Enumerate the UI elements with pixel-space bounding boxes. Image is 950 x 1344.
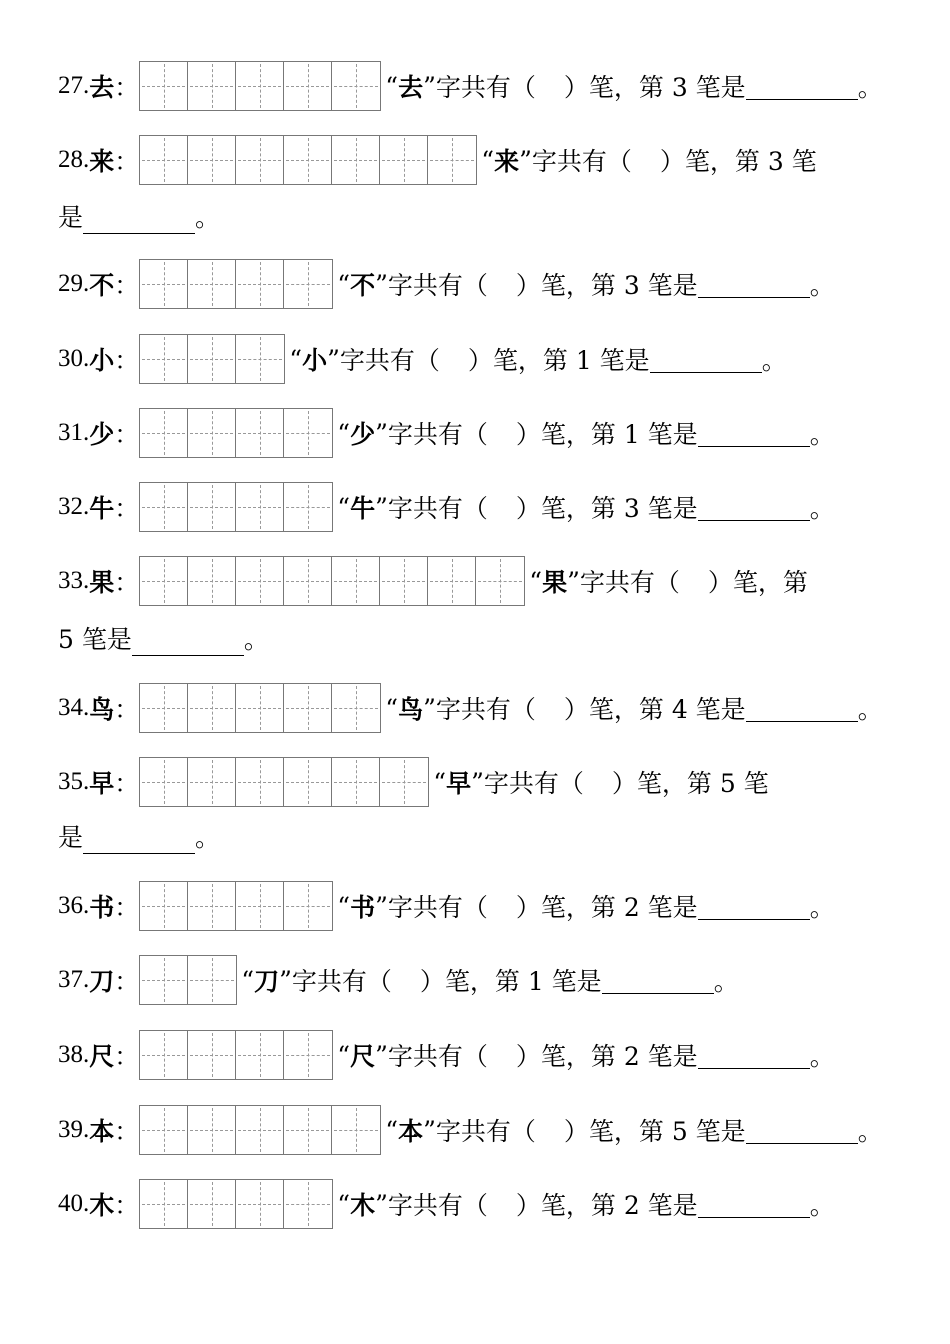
- tianzige-cell[interactable]: [236, 483, 284, 531]
- exercise-row: [58, 1178, 835, 1230]
- tianzige-cell[interactable]: [284, 1180, 332, 1228]
- question-text: 字共有（: [387, 494, 488, 523]
- tianzige-cell[interactable]: [188, 62, 236, 110]
- exercise-row: [58, 555, 808, 607]
- colon: ：: [114, 695, 140, 724]
- continued-line: [58, 620, 269, 656]
- quoted-character: 鸟: [398, 695, 424, 724]
- colon: ：: [114, 147, 140, 176]
- target-character: 木: [89, 1191, 115, 1220]
- question-text: 字共有（: [483, 769, 584, 798]
- left-quote: “: [337, 1189, 351, 1219]
- exercise-number: 35.: [58, 768, 90, 795]
- tianzige-cell[interactable]: [236, 409, 284, 457]
- question-text-2: ）笔，第 5 笔是: [563, 1117, 746, 1146]
- question-text: 字共有（: [387, 1191, 488, 1220]
- continued-line: [58, 198, 220, 234]
- left-quote: “: [529, 566, 543, 596]
- exercise-number: 40.: [58, 1190, 90, 1217]
- exercise-row: [58, 880, 835, 932]
- stroke-grid[interactable]: [139, 482, 333, 532]
- exercise-row: [58, 333, 787, 385]
- end-mark: 。: [857, 73, 883, 102]
- target-character: 鸟: [89, 695, 115, 724]
- tianzige-cell[interactable]: [380, 758, 428, 806]
- tianzige-cell[interactable]: [332, 136, 380, 184]
- tianzige-cell[interactable]: [284, 260, 332, 308]
- exercise-number: 34.: [58, 694, 90, 721]
- left-quote: “: [289, 344, 303, 374]
- exercise-row: [58, 60, 883, 112]
- right-quote: ”: [375, 418, 388, 448]
- exercise-number: 27.: [58, 72, 90, 99]
- quoted-character: 早: [446, 769, 472, 798]
- answer-blank[interactable]: [698, 1042, 810, 1069]
- exercise-row: [58, 682, 883, 734]
- tianzige-cell[interactable]: [380, 136, 428, 184]
- tianzige-cell[interactable]: [140, 335, 188, 383]
- question-text: 字共有（: [531, 147, 632, 176]
- left-quote: “: [385, 693, 399, 723]
- exercise-row: [58, 481, 835, 533]
- tianzige-cell[interactable]: [188, 483, 236, 531]
- question-text-2: ）笔，第 4 笔是: [563, 695, 746, 724]
- left-quote: “: [337, 1040, 351, 1070]
- question-text-2: ）笔，第 2 笔是: [515, 1042, 698, 1071]
- tianzige-cell[interactable]: [140, 1031, 188, 1079]
- answer-blank[interactable]: [83, 827, 195, 854]
- question-text-2: ）笔，第 2 笔是: [515, 893, 698, 922]
- exercise-number: 38.: [58, 1041, 90, 1068]
- answer-blank[interactable]: [698, 420, 810, 447]
- exercise-row: [58, 134, 817, 186]
- exercise-row: [58, 1104, 883, 1156]
- end-mark: 。: [809, 1191, 835, 1220]
- tianzige-cell[interactable]: [140, 1106, 188, 1154]
- tianzige-cell[interactable]: [188, 136, 236, 184]
- colon: ：: [114, 1117, 140, 1146]
- tianzige-cell[interactable]: [140, 684, 188, 732]
- tianzige-cell[interactable]: [188, 260, 236, 308]
- question-text: 字共有（: [387, 1042, 488, 1071]
- quoted-character: 去: [398, 73, 424, 102]
- target-character: 来: [89, 147, 115, 176]
- tianzige-cell[interactable]: [188, 335, 236, 383]
- target-character: 牛: [89, 494, 115, 523]
- right-quote: ”: [423, 693, 436, 723]
- left-quote: “: [337, 418, 351, 448]
- stroke-grid[interactable]: [139, 1179, 333, 1229]
- end-mark: 。: [857, 695, 883, 724]
- quoted-character: 果: [542, 568, 568, 597]
- answer-blank[interactable]: [698, 494, 810, 521]
- exercise-number: 28.: [58, 146, 90, 173]
- right-quote: ”: [279, 965, 292, 995]
- tianzige-cell[interactable]: [332, 557, 380, 605]
- tianzige-cell[interactable]: [428, 557, 476, 605]
- end-mark: 。: [713, 967, 739, 996]
- colon: ：: [114, 494, 140, 523]
- exercise-number: 30.: [58, 345, 90, 372]
- exercise-number: 37.: [58, 966, 90, 993]
- end-mark: 。: [195, 823, 221, 852]
- stroke-grid[interactable]: [139, 683, 381, 733]
- exercise-row: [58, 407, 835, 459]
- question-text-2: ）笔，第 5 笔: [611, 769, 769, 798]
- tianzige-cell[interactable]: [140, 557, 188, 605]
- tianzige-cell[interactable]: [284, 62, 332, 110]
- answer-blank[interactable]: [602, 967, 714, 994]
- answer-blank[interactable]: [132, 629, 244, 656]
- end-mark: 。: [761, 346, 787, 375]
- continued-line: [58, 818, 220, 854]
- right-quote: ”: [375, 1040, 388, 1070]
- tianzige-cell[interactable]: [284, 136, 332, 184]
- target-character: 去: [89, 73, 115, 102]
- right-quote: ”: [471, 767, 484, 797]
- right-quote: ”: [375, 269, 388, 299]
- stroke-grid[interactable]: [139, 408, 333, 458]
- tianzige-cell[interactable]: [284, 1031, 332, 1079]
- tianzige-cell[interactable]: [188, 684, 236, 732]
- tianzige-cell[interactable]: [236, 136, 284, 184]
- colon: ：: [114, 1191, 140, 1220]
- answer-blank[interactable]: [650, 346, 762, 373]
- tianzige-cell[interactable]: [284, 758, 332, 806]
- stroke-grid[interactable]: [139, 61, 381, 111]
- tianzige-cell[interactable]: [140, 260, 188, 308]
- tianzige-cell[interactable]: [284, 882, 332, 930]
- right-quote: ”: [327, 344, 340, 374]
- target-character: 书: [89, 893, 115, 922]
- right-quote: ”: [375, 492, 388, 522]
- colon: ：: [114, 271, 140, 300]
- exercise-row: [58, 756, 769, 808]
- colon: ：: [114, 420, 140, 449]
- tianzige-cell[interactable]: [140, 409, 188, 457]
- stroke-grid[interactable]: [139, 259, 333, 309]
- question-text-2: ）笔，第 1 笔是: [419, 967, 602, 996]
- tianzige-cell[interactable]: [188, 1106, 236, 1154]
- question-text: 字共有（: [387, 420, 488, 449]
- tianzige-cell[interactable]: [188, 1031, 236, 1079]
- exercise-number: 36.: [58, 892, 90, 919]
- question-text: 字共有（: [387, 271, 488, 300]
- question-text: 字共有（: [339, 346, 440, 375]
- tianzige-cell[interactable]: [188, 956, 236, 1004]
- question-text-2: ）笔，第 3 笔: [659, 147, 817, 176]
- end-mark: 。: [809, 494, 835, 523]
- tianzige-cell[interactable]: [236, 882, 284, 930]
- answer-blank[interactable]: [698, 893, 810, 920]
- tianzige-cell[interactable]: [332, 758, 380, 806]
- stroke-grid[interactable]: [139, 1105, 381, 1155]
- stroke-grid[interactable]: [139, 135, 477, 185]
- tianzige-cell[interactable]: [140, 758, 188, 806]
- question-text: 字共有（: [387, 893, 488, 922]
- quoted-character: 木: [350, 1191, 376, 1220]
- question-text: 字共有（: [435, 1117, 536, 1146]
- end-mark: 。: [809, 1042, 835, 1071]
- tianzige-cell[interactable]: [236, 758, 284, 806]
- quoted-character: 不: [350, 271, 376, 300]
- left-quote: “: [337, 492, 351, 522]
- end-mark: 。: [857, 1117, 883, 1146]
- tianzige-cell[interactable]: [380, 557, 428, 605]
- exercise-number: 39.: [58, 1116, 90, 1143]
- stroke-grid[interactable]: [139, 881, 333, 931]
- answer-blank[interactable]: [746, 73, 858, 100]
- tianzige-cell[interactable]: [236, 1031, 284, 1079]
- quoted-character: 牛: [350, 494, 376, 523]
- tianzige-cell[interactable]: [140, 882, 188, 930]
- quoted-character: 小: [302, 346, 328, 375]
- colon: ：: [114, 73, 140, 102]
- tianzige-cell[interactable]: [236, 1180, 284, 1228]
- end-mark: 。: [243, 625, 269, 654]
- tianzige-cell[interactable]: [140, 1180, 188, 1228]
- colon: ：: [114, 967, 140, 996]
- question-text-2: ）笔，第 3 笔是: [515, 494, 698, 523]
- end-mark: 。: [809, 420, 835, 449]
- question-text-2: ）笔，第: [707, 568, 808, 597]
- colon: ：: [114, 346, 140, 375]
- tianzige-cell[interactable]: [236, 260, 284, 308]
- tianzige-cell[interactable]: [284, 409, 332, 457]
- question-text-2: ）笔，第 3 笔是: [563, 73, 746, 102]
- answer-blank[interactable]: [698, 271, 810, 298]
- stroke-grid[interactable]: [139, 757, 429, 807]
- left-quote: “: [385, 1115, 399, 1145]
- end-mark: 。: [809, 893, 835, 922]
- quoted-character: 本: [398, 1117, 424, 1146]
- answer-blank[interactable]: [746, 1117, 858, 1144]
- right-quote: ”: [519, 145, 532, 175]
- target-character: 果: [89, 568, 115, 597]
- exercise-row: [58, 1029, 835, 1081]
- stroke-grid[interactable]: [139, 334, 285, 384]
- tianzige-cell[interactable]: [140, 483, 188, 531]
- quoted-character: 少: [350, 420, 376, 449]
- tianzige-cell[interactable]: [284, 1106, 332, 1154]
- tianzige-cell[interactable]: [188, 557, 236, 605]
- question-text: 字共有（: [291, 967, 392, 996]
- question-text-2: ）笔，第 2 笔是: [515, 1191, 698, 1220]
- quoted-character: 来: [494, 147, 520, 176]
- target-character: 尺: [89, 1042, 115, 1071]
- left-quote: “: [337, 269, 351, 299]
- continued-text: 是: [58, 203, 84, 232]
- tianzige-cell[interactable]: [332, 1106, 380, 1154]
- tianzige-cell[interactable]: [332, 684, 380, 732]
- exercise-number: 33.: [58, 567, 90, 594]
- question-text-2: ）笔，第 3 笔是: [515, 271, 698, 300]
- right-quote: ”: [567, 566, 580, 596]
- right-quote: ”: [423, 1115, 436, 1145]
- continued-text: 是: [58, 823, 84, 852]
- quoted-character: 刀: [254, 967, 280, 996]
- target-character: 早: [89, 769, 115, 798]
- tianzige-cell[interactable]: [140, 956, 188, 1004]
- answer-blank[interactable]: [83, 207, 195, 234]
- tianzige-cell[interactable]: [188, 758, 236, 806]
- stroke-grid[interactable]: [139, 955, 237, 1005]
- answer-blank[interactable]: [746, 695, 858, 722]
- right-quote: ”: [423, 71, 436, 101]
- exercise-number: 32.: [58, 493, 90, 520]
- quoted-character: 尺: [350, 1042, 376, 1071]
- question-text-2: ）笔，第 1 笔是: [515, 420, 698, 449]
- tianzige-cell[interactable]: [140, 62, 188, 110]
- left-quote: “: [433, 767, 447, 797]
- right-quote: ”: [375, 1189, 388, 1219]
- colon: ：: [114, 568, 140, 597]
- colon: ：: [114, 1042, 140, 1071]
- exercise-number: 31.: [58, 419, 90, 446]
- quoted-character: 书: [350, 893, 376, 922]
- answer-blank[interactable]: [698, 1191, 810, 1218]
- end-mark: 。: [809, 271, 835, 300]
- target-character: 不: [89, 271, 115, 300]
- continued-text: 5 笔是: [58, 625, 132, 654]
- end-mark: 。: [195, 203, 221, 232]
- target-character: 小: [89, 346, 115, 375]
- tianzige-cell[interactable]: [188, 882, 236, 930]
- tianzige-cell[interactable]: [428, 136, 476, 184]
- target-character: 本: [89, 1117, 115, 1146]
- colon: ：: [114, 769, 140, 798]
- exercise-row: [58, 258, 835, 310]
- question-text-2: ）笔，第 1 笔是: [467, 346, 650, 375]
- tianzige-cell[interactable]: [188, 1180, 236, 1228]
- tianzige-cell[interactable]: [236, 557, 284, 605]
- tianzige-cell[interactable]: [140, 136, 188, 184]
- left-quote: “: [241, 965, 255, 995]
- stroke-grid[interactable]: [139, 556, 525, 606]
- stroke-grid[interactable]: [139, 1030, 333, 1080]
- tianzige-cell[interactable]: [236, 1106, 284, 1154]
- left-quote: “: [385, 71, 399, 101]
- colon: ：: [114, 893, 140, 922]
- right-quote: ”: [375, 891, 388, 921]
- tianzige-cell[interactable]: [236, 684, 284, 732]
- tianzige-cell[interactable]: [284, 483, 332, 531]
- left-quote: “: [481, 145, 495, 175]
- tianzige-cell[interactable]: [332, 62, 380, 110]
- target-character: 少: [89, 420, 115, 449]
- exercise-number: 29.: [58, 270, 90, 297]
- tianzige-cell[interactable]: [284, 684, 332, 732]
- question-text: 字共有（: [579, 568, 680, 597]
- tianzige-cell[interactable]: [476, 557, 524, 605]
- tianzige-cell[interactable]: [236, 62, 284, 110]
- exercise-row: [58, 954, 739, 1006]
- target-character: 刀: [89, 967, 115, 996]
- left-quote: “: [337, 891, 351, 921]
- tianzige-cell[interactable]: [188, 409, 236, 457]
- question-text: 字共有（: [435, 73, 536, 102]
- question-text: 字共有（: [435, 695, 536, 724]
- tianzige-cell[interactable]: [284, 557, 332, 605]
- tianzige-cell[interactable]: [236, 335, 284, 383]
